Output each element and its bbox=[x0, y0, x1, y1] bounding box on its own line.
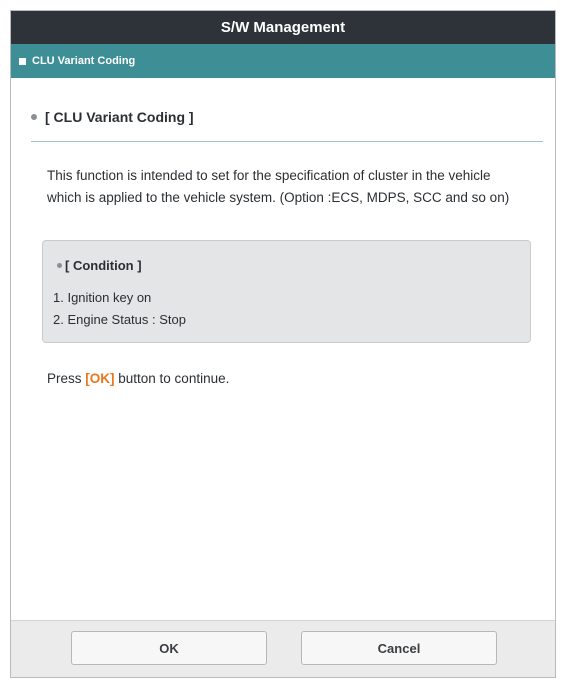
cancel-button[interactable]: Cancel bbox=[301, 631, 497, 665]
dialog-footer bbox=[11, 620, 555, 677]
condition-title: [ Condition ] bbox=[65, 258, 142, 273]
description-line-1: This function is intended to set for the specification of cluster in the vehicle bbox=[47, 168, 491, 183]
condition-item-2: 2. Engine Status : Stop bbox=[53, 312, 186, 327]
instruction-ok-highlight: [OK] bbox=[85, 371, 115, 386]
condition-panel bbox=[42, 240, 531, 343]
instruction-prefix: Press bbox=[47, 371, 86, 386]
description-text bbox=[47, 165, 547, 209]
description-line-2: which is applied to the vehicle system. (Option :ECS, MDPS, SCC and so on) bbox=[47, 190, 510, 205]
bullet-dot-icon bbox=[31, 114, 37, 120]
subheader-label: CLU Variant Coding bbox=[32, 55, 136, 67]
section-title-text: [ CLU Variant Coding ] bbox=[45, 109, 194, 125]
ok-button[interactable]: OK bbox=[71, 631, 267, 665]
sw-management-dialog bbox=[10, 10, 556, 678]
square-bullet-icon bbox=[19, 58, 26, 65]
bullet-dot-icon bbox=[57, 263, 62, 268]
window-title: S/W Management bbox=[11, 11, 555, 44]
subheader-bar bbox=[11, 44, 555, 78]
divider bbox=[31, 141, 543, 142]
condition-item-1: 1. Ignition key on bbox=[53, 290, 152, 305]
section-heading bbox=[31, 109, 194, 125]
instruction-suffix: button to continue. bbox=[114, 371, 230, 386]
condition-heading bbox=[57, 258, 142, 273]
instruction-text bbox=[47, 371, 229, 386]
